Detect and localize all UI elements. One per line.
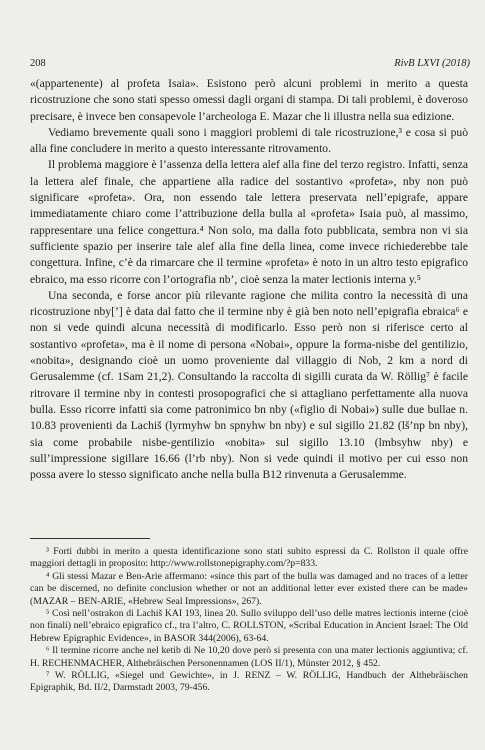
footnote-separator [30, 538, 150, 539]
footnote-7: ⁷ W. RÖLLIG, «Siegel und Gewichte», in J. RENZ – W. RÖLLIG, Handbuch der Althebräischen Epigraphik, Bd. II/2, Darmstadt 2003, 79-456. [30, 670, 468, 694]
footnote-5: ⁵ Così nell’ostrakon di Lachiš KAI 193, linea 20. Sullo sviluppo dell’uso delle matres lectionis interne (cioè non finali) nell’ebraico epigrafico cf., tra l’altro, C. ROLLSTON, «Scribal Education in Ancient Israel: The Old Hebrew Epigraphic Evidence», in BASOR 344(2006), 63-64. [30, 608, 468, 644]
footnote-4: ⁴ Gli stessi Mazar e Ben-Arie affermano: «since this part of the bulla was damaged and no traces of a letter can be discerned, no definite conclusion whether or not an additional letter ever existed there can be made» (MAZAR – BEN-ARIE, «Hebrew Seal Impressions», 267). [30, 570, 468, 607]
footnote-3: ³ Forti dubbi in merito a questa identificazione sono stati subito espressi da C. Rollston il quale offre maggiori dettagli in proposito: http://www.rollstonepigraphy.com/?p=833. [30, 546, 468, 570]
footnote-6: ⁶ Il termine ricorre anche nel ketib di Ne 10,20 dove però si presenta con una mater lectionis aggiuntiva; cf. H. RECHENMACHER, Althebräischen Personennamen (LOS II/1), Münster 2012, § 452. [30, 645, 468, 669]
page-number: 208 [30, 58, 46, 69]
main-text [30, 76, 468, 483]
paragraph-2: Vediamo brevemente quali sono i maggiori problemi di tale ricostruzione,³ e cosa si può alla fine concludere in merito a questo interessante ritrovamento. [30, 125, 468, 156]
paragraph-1: «(appartenente) al profeta Isaia». Esistono però alcuni problemi in merito a questa ricostruzione che sono stati spesso omessi dagli organi di stampa. Di tali problemi, è doveroso precisare, è invece ben consapevole l’archeologa E. Mazar che li illustra nella sua edizione. [30, 77, 468, 123]
paragraph-3: Il problema maggiore è l’assenza della lettera alef alla fine del terzo registro. Infatti, senza la lettera alef finale, che appartiene alla radice del sostantivo «profeta», nby non può significare «profeta». Ora, non essendo tale lettera preservata nell’epigrafe, appare immediatamente chiaro come l’attribuzione della bulla al «profeta» Isaia può, al massimo, rappresentare una felice congettura.⁴ Non solo, ma dalla foto pubblicata, sembra non vi sia sufficiente spazio per inserire tale alef alla fine della linea, come invece richiederebbe tale congettura. Infine, c’è da rimarcare che il termine «profeta» è noto in un altro testo epigrafico ebraico, ma esso ricorre con l’ortografia nb’, cioè senza la mater lectionis interna y.⁵ [30, 158, 468, 286]
running-header [30, 58, 470, 72]
journal-title: RivB LXVI (2018) [394, 58, 470, 69]
paragraph-4: Una seconda, e forse ancor più rilevante ragione che milita contro la necessità di una ricostruzione nby[’] è data dal fatto che il termine nby è già ben noto nell’epigrafia ebraica⁶ e non si vede quindi alcuna necessità di modificarlo. Esso però non si riferisce certo al sostantivo «profeta», ma è il nome di persona «Nobai», oppure la forma-nisbe del gentilizio, «nobita», designando cioè un uomo proveniente dal villaggio di Nob, 2 km a nord di Gerusalemme (cf. 1Sam 21,2). Consultando la raccolta di sigilli curata da W. Röllig⁷ è facile ritrovare il termine nby in contesti prosopografici che si attagliano perfettamente alla nuova bulla. Esso ricorre infatti sia come patronimico bn nby («figlio di Nobai») sulle due bullae n. 10.83 provenienti da Lachiš (lyrmyhw bn spnyhw bn nby) e sul sigillo 21.82 (lš’np bn nby), sia come probabile nisbe-gentilizio «nobita» sul sigillo 13.10 (lmbsyhw nby) e sull’impressione sigillare 16.66 (l’rb nby). Non si vede quindi il motivo per cui esso non possa avere lo stesso significato anche nella bulla B12 rinvenuta a Gerusalemme. [30, 288, 468, 482]
footnotes [30, 546, 468, 695]
